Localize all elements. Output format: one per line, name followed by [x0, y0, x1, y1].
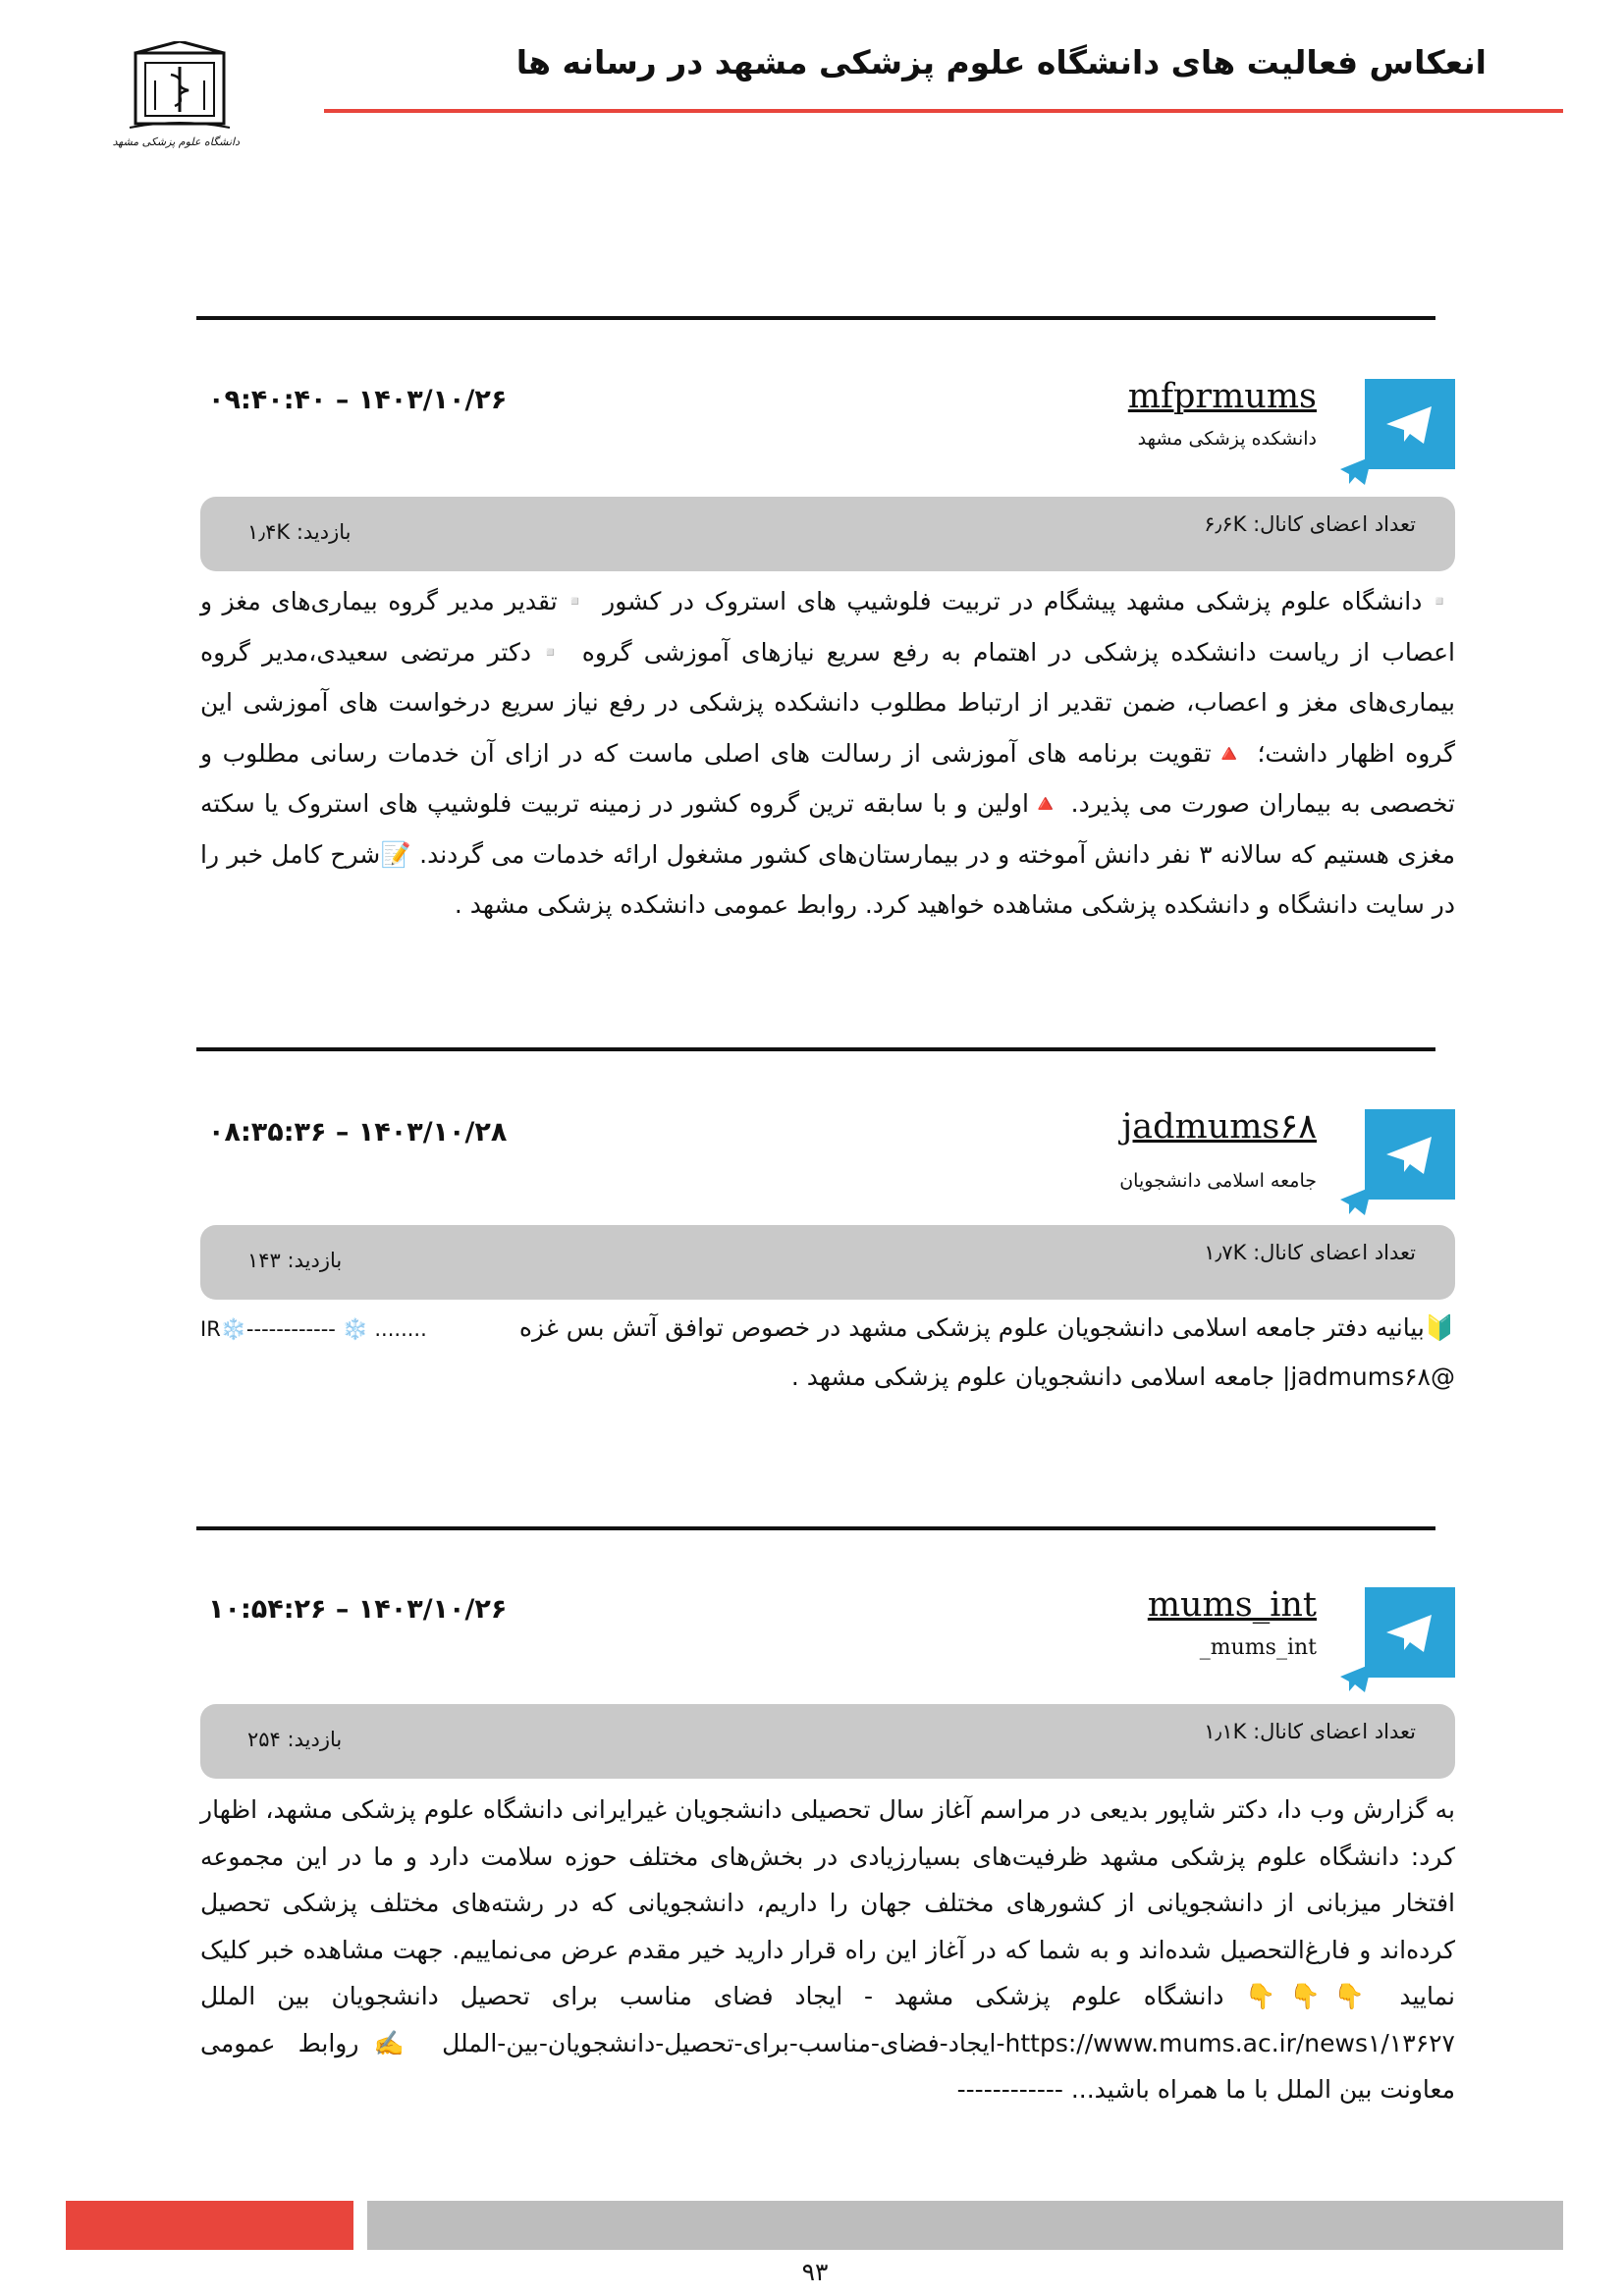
post-views: بازدید: ۱٫۴K — [247, 520, 352, 544]
page-number: ۹۳ — [801, 2258, 829, 2286]
page-title: انعکاس فعالیت های دانشگاه علوم پزشکی مشهد در رسانه ها — [515, 43, 1487, 81]
post-stats-bar — [200, 1704, 1455, 1779]
channel-avatar[interactable] — [1365, 1587, 1455, 1678]
footer-bar — [367, 2201, 1563, 2250]
footer-accent-bar — [66, 2201, 353, 2250]
post-body-line: @jadmums۶۸| جامعه اسلامی دانشجویان علوم پزشکی مشهد . — [790, 1362, 1455, 1391]
post-body: به گزارش وب دا، دکتر شاپور بدیعی در مراسم آغاز سال تحصیلی دانشجویان غیرایرانی دانشگاه علوم پزشکی مشهد، اظهار کرد: دانشگاه علوم پزشکی مشهد ظرفیت‌های بسیارزیادی در بخش‌های مختلف حوزه سلامت دارد و ما در این مجموعه افتخار میزبانی از دانشجویانی از کشورهای مختلف جهان را داریم، دانشجویانی که در رشته‌های مختلف پزشکی تحصیل کرده‌اند و فارغ‌التحصیل شده‌اند و به شما که در آغاز این راه قرار دارید خیر مقدم عرض می‌نماییم. جهت مشاهده خبر کلیک نمایید 👇👇👇 دانشگاه علوم پزشکی مشهد - ایجاد فضای مناسب برای تحصیل دانشجویان بین الملل https://www.mums.ac.ir/news۱/۱۳۶۲۷-ایجاد-فضای-مناسب-برای-تحصیل-دانشجویان-بین-الملل ✍️روابط عمومی معاونت بین الملل با ما همراه باشید... ------------ — [200, 1795, 1455, 2104]
post-body: ▫️دانشگاه علوم پزشکی مشهد پیشگام در تربیت فلوشیپ های استروک در کشور ▫️تقدیر مدیر گروه بیماری‌های مغز و اعصاب از ریاست دانشکده پزشکی در اهتمام به رفع سریع نیازهای آموزشی گروه ▫️دکتر مرتضی سعیدی،مدیر گروه بیماری‌های مغز و اعصاب، ضمن تقدیر از ارتباط مطلوب دانشکده پزشکی در رفع نیاز سریع درخواست های آموزشی این گروه اظهار داشت؛ 🔺تقویت برنامه های آموزشی از رسالت های اصلی ماست که در ازای آن خدمات رسانی مطلوب و تخصصی به بیماران صورت می پذیرد. 🔺اولین و با سابقه ترین گروه کشور در زمینه تربیت فلوشیپ های استروک یا سکته مغزی هستیم که سالانه ۳ نفر دانش آموخته و در بیمارستان‌های کشور مشغول ارائه خدمات می گردند. 📝شرح کامل خبر را در سایت دانشگاه و دانشکده پزشکی مشاهده خواهید کرد. روابط عمومی دانشکده پزشکی مشهد . — [200, 587, 1455, 919]
post-stats-bar — [200, 497, 1455, 571]
post-views: بازدید: ۲۵۴ — [247, 1728, 343, 1751]
post-body-fragment: IR❄️------------ ❄️ ........ — [200, 1317, 427, 1341]
post-separator — [196, 316, 1435, 320]
post-datetime: ۰۹:۴۰:۴۰ – ۱۴۰۳/۱۰/۲۶ — [208, 385, 508, 415]
channel-avatar[interactable] — [1365, 379, 1455, 469]
logo-caption: دانشگاه علوم پزشکی مشهد — [112, 135, 240, 148]
channel-description: جامعه اسلامی دانشجویان — [1119, 1170, 1317, 1192]
telegram-icon — [1337, 1182, 1375, 1219]
post-separator — [196, 1526, 1435, 1530]
post-stats-bar — [200, 1225, 1455, 1300]
telegram-icon — [1337, 1659, 1375, 1696]
telegram-icon — [1337, 452, 1375, 489]
post-datetime: ۱۰:۵۴:۲۶ – ۱۴۰۳/۱۰/۲۶ — [208, 1594, 508, 1625]
channel-avatar[interactable] — [1365, 1109, 1455, 1200]
post-views: بازدید: ۱۴۳ — [247, 1249, 343, 1272]
post-datetime: ۰۸:۳۵:۳۶ – ۱۴۰۳/۱۰/۲۸ — [208, 1117, 508, 1148]
post-separator — [196, 1047, 1435, 1051]
header-divider — [324, 109, 1563, 113]
channel-description: دانشکده پزشکی مشهد — [1137, 428, 1317, 450]
channel-name[interactable]: mums_int — [1147, 1585, 1317, 1625]
university-logo — [112, 41, 240, 163]
channel-name[interactable]: mfprmums — [1127, 377, 1317, 416]
channel-description: mums_int_ — [1199, 1635, 1317, 1660]
channel-name[interactable]: jadmums۶۸ — [1121, 1107, 1317, 1147]
channel-members: تعداد اعضای کانال: ۶٫۶K — [1204, 512, 1416, 536]
channel-members: تعداد اعضای کانال: ۱٫۷K — [1204, 1241, 1416, 1264]
channel-members: تعداد اعضای کانال: ۱٫۱K — [1204, 1720, 1416, 1743]
post-body-line: 🔰بیانیه دفتر جامعه اسلامی دانشجویان علوم پزشکی مشهد در خصوص توافق آتش بس غزه — [518, 1313, 1455, 1342]
